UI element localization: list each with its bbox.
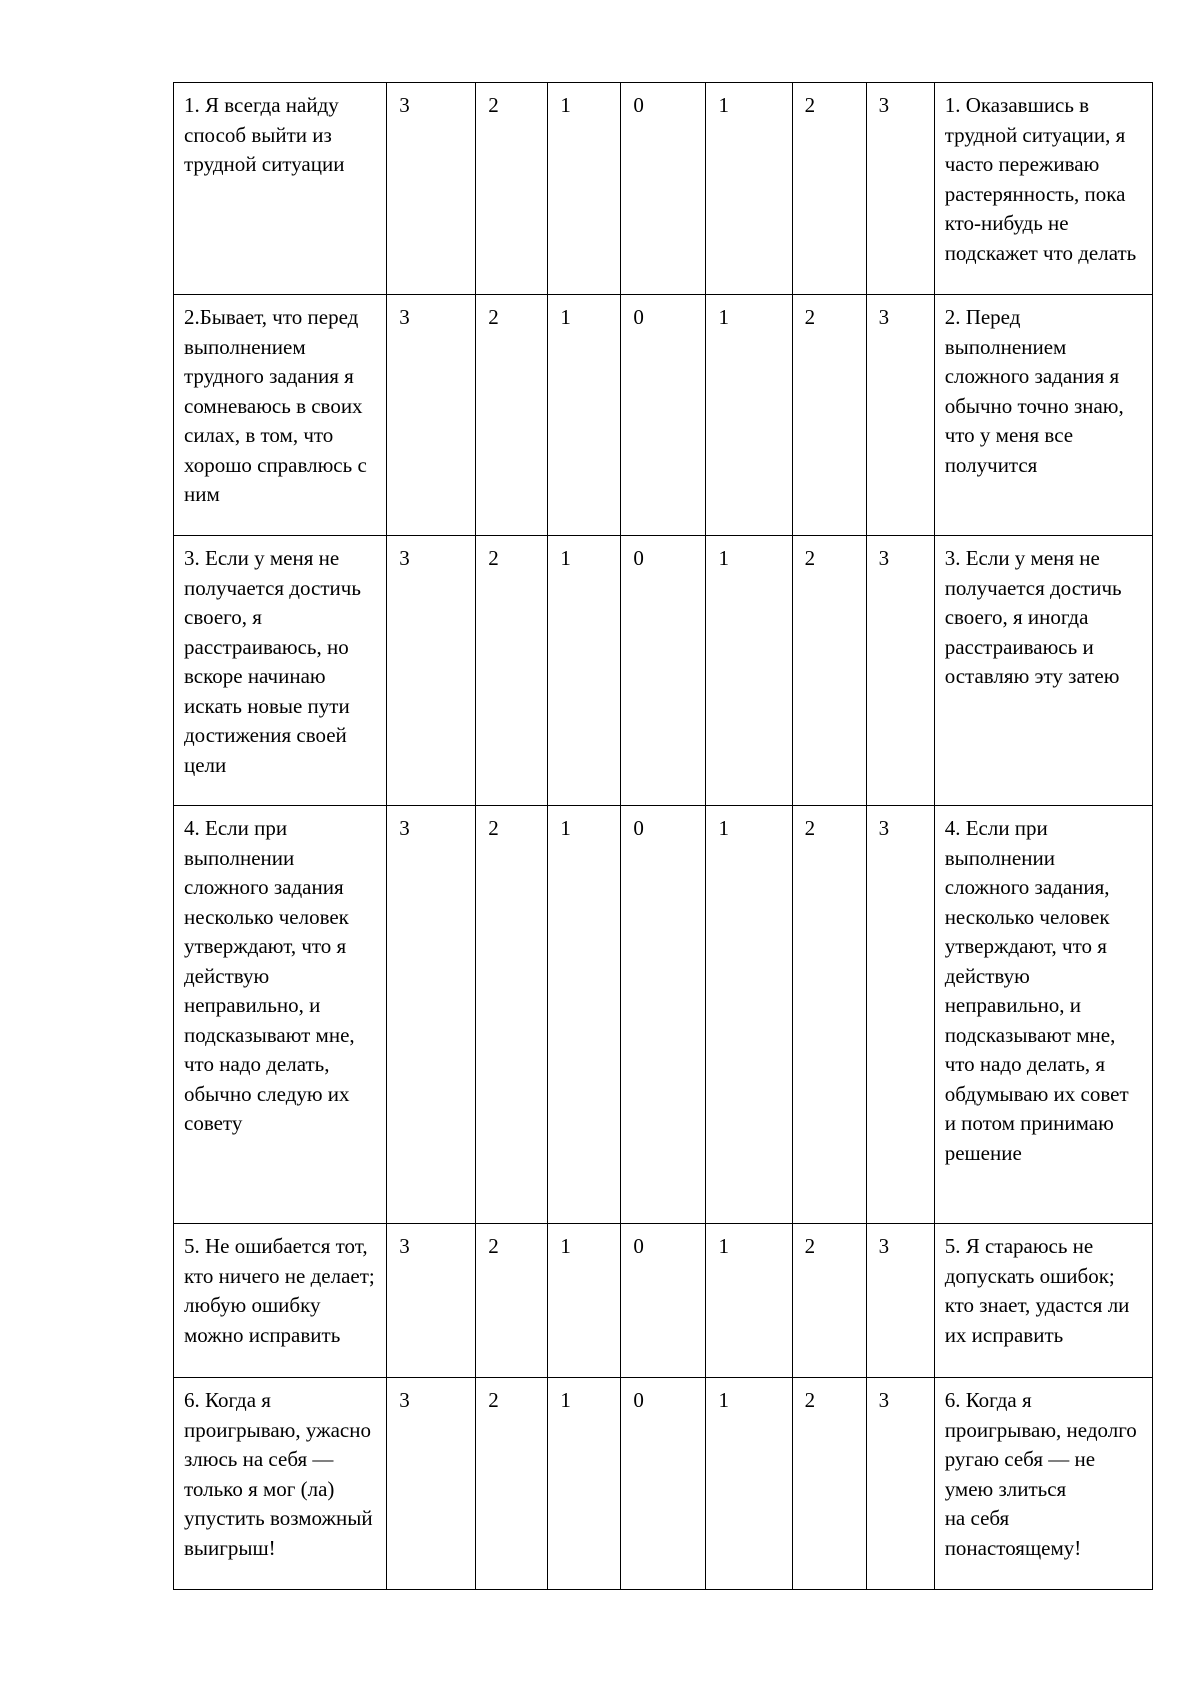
left-statement: 2.Бывает, что перед выполнением трудного задания я сомневаюсь в своих силах, в том, что хорошо справлюсь с ним — [174, 295, 387, 536]
score-cell[interactable]: 3 — [387, 83, 476, 295]
score-cell[interactable]: 2 — [792, 1224, 866, 1378]
left-statement: 4. Если при выполнении сложного задания несколько человек утверждают, что я действую неправильно, и подсказывают мне, что надо делать, обычно следую их совету — [174, 806, 387, 1224]
score-cell[interactable]: 1 — [548, 1378, 621, 1590]
left-statement: 6. Когда я проигрываю, ужасно злюсь на себя — только я мог (ла) упустить возможный выигрыш! — [174, 1378, 387, 1590]
score-cell[interactable]: 1 — [548, 536, 621, 806]
table-row — [174, 806, 1153, 1224]
table-row — [174, 1378, 1153, 1590]
survey-table — [173, 82, 1153, 1590]
score-cell[interactable]: 2 — [792, 295, 866, 536]
score-cell[interactable]: 1 — [548, 1224, 621, 1378]
score-cell[interactable]: 0 — [621, 295, 706, 536]
score-cell[interactable]: 2 — [792, 536, 866, 806]
left-statement: 1. Я всегда найду способ выйти из трудной ситуации — [174, 83, 387, 295]
score-cell[interactable]: 3 — [866, 1224, 934, 1378]
score-cell[interactable]: 2 — [476, 295, 548, 536]
score-cell[interactable]: 1 — [548, 806, 621, 1224]
score-cell[interactable]: 2 — [476, 1224, 548, 1378]
score-cell[interactable]: 0 — [621, 83, 706, 295]
score-cell[interactable]: 3 — [866, 295, 934, 536]
score-cell[interactable]: 3 — [387, 536, 476, 806]
score-cell[interactable]: 1 — [706, 295, 792, 536]
score-cell[interactable]: 1 — [548, 295, 621, 536]
score-cell[interactable]: 3 — [387, 295, 476, 536]
right-statement: 2. Перед выполнением сложного задания я обычно точно знаю, что у меня все получится — [934, 295, 1152, 536]
score-cell[interactable]: 1 — [706, 806, 792, 1224]
score-cell[interactable]: 3 — [866, 806, 934, 1224]
score-cell[interactable]: 3 — [387, 806, 476, 1224]
table-row — [174, 83, 1153, 295]
score-cell[interactable]: 1 — [706, 1378, 792, 1590]
score-cell[interactable]: 2 — [476, 536, 548, 806]
right-statement: 5. Я стараюсь не допускать ошибок; кто знает, удастся ли их исправить — [934, 1224, 1152, 1378]
score-cell[interactable]: 2 — [792, 806, 866, 1224]
table-row — [174, 1224, 1153, 1378]
score-cell[interactable]: 3 — [387, 1224, 476, 1378]
score-cell[interactable]: 1 — [706, 83, 792, 295]
score-cell[interactable]: 0 — [621, 1378, 706, 1590]
right-statement: 1. Оказавшись в трудной ситуации, я часто переживаю растерянность, пока кто-нибудь не подскажет что делать — [934, 83, 1152, 295]
table-row — [174, 295, 1153, 536]
score-cell[interactable]: 3 — [387, 1378, 476, 1590]
left-statement: 3. Если у меня не получается достичь своего, я расстраиваюсь, но вскоре начинаю искать новые пути достижения своей цели — [174, 536, 387, 806]
left-statement: 5. Не ошибается тот, кто ничего не делает; любую ошибку можно исправить — [174, 1224, 387, 1378]
score-cell[interactable]: 0 — [621, 536, 706, 806]
score-cell[interactable]: 0 — [621, 1224, 706, 1378]
score-cell[interactable]: 1 — [548, 83, 621, 295]
score-cell[interactable]: 2 — [792, 1378, 866, 1590]
score-cell[interactable]: 2 — [476, 83, 548, 295]
score-cell[interactable]: 1 — [706, 536, 792, 806]
score-cell[interactable]: 3 — [866, 536, 934, 806]
score-cell[interactable]: 0 — [621, 806, 706, 1224]
score-cell[interactable]: 2 — [476, 1378, 548, 1590]
score-cell[interactable]: 1 — [706, 1224, 792, 1378]
right-statement: 3. Если у меня не получается достичь своего, я иногда расстраиваюсь и оставляю эту затею — [934, 536, 1152, 806]
score-cell[interactable]: 2 — [476, 806, 548, 1224]
score-cell[interactable]: 3 — [866, 83, 934, 295]
table-row — [174, 536, 1153, 806]
score-cell[interactable]: 2 — [792, 83, 866, 295]
score-cell[interactable]: 3 — [866, 1378, 934, 1590]
right-statement: 4. Если при выполнении сложного задания, несколько человек утверждают, что я действую неправильно, и подсказывают мне, что надо делать, я обдумываю их совет и потом принимаю решение — [934, 806, 1152, 1224]
right-statement: 6. Когда я проигрываю, недолго ругаю себя — не умею злиться на себя понастоящему! — [934, 1378, 1152, 1590]
